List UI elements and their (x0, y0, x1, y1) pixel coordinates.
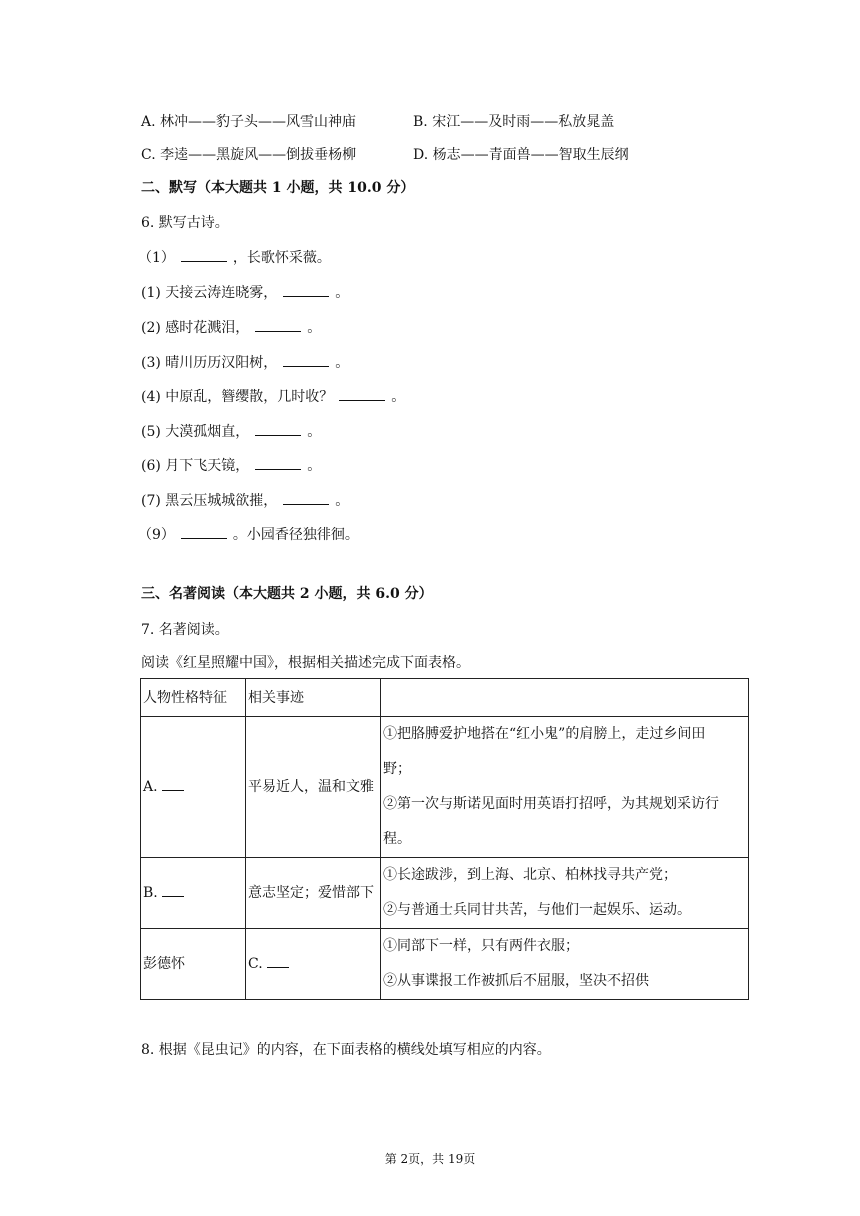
poem-line: (5) 大漠孤烟直， 。 (141, 421, 321, 442)
table-header-row (141, 679, 749, 717)
answer-blank[interactable] (162, 778, 184, 791)
poem-line: （9） 。小园香径独徘徊。 (138, 524, 359, 545)
table-cell: C. (246, 929, 381, 1000)
question-8: 8. 根据《昆虫记》的内容，在下面表格的横线处填写相应的内容。 (141, 1042, 551, 1058)
answer-blank[interactable] (283, 490, 329, 505)
option-d: D. 杨志——青面兽——智取生辰纲 (413, 147, 629, 163)
table-cell: B. (141, 858, 246, 929)
table-cell: ①同部下一样，只有两件衣服； ②从事谍报工作被抓后不屈服，坚决不招供 (381, 929, 749, 1000)
poem-line: (1) 天接云涛连晓雾， 。 (141, 282, 349, 303)
question-6: 6. 默写古诗。 (141, 215, 229, 231)
poem-line: (2) 感时花溅泪， 。 (141, 317, 321, 338)
poem-line: （1） ，长歌怀采薇。 (138, 247, 331, 268)
question-7: 7. 名著阅读。 (141, 622, 229, 638)
table-cell: 意志坚定；爱惜部下 (246, 858, 381, 929)
answer-blank[interactable] (267, 955, 289, 968)
table-intro: 阅读《红星照耀中国》，根据相关描述完成下面表格。 (141, 655, 470, 671)
poem-line: (6) 月下飞天镜， 。 (141, 455, 321, 476)
section-heading-3: 三、名著阅读（本大题共 2 小题，共 6.0 分） (141, 586, 433, 602)
answer-blank[interactable] (162, 884, 184, 897)
answer-blank[interactable] (283, 352, 329, 367)
table-header (381, 679, 749, 717)
option-c: C. 李逵——黑旋风——倒拔垂杨柳 (141, 147, 357, 163)
table-header: 相关事迹 (246, 679, 381, 717)
table-cell: 彭德怀 (141, 929, 246, 1000)
answer-blank[interactable] (255, 421, 301, 436)
table-row (141, 717, 749, 858)
answer-blank[interactable] (181, 247, 227, 262)
option-b: B. 宋江——及时雨——私放晁盖 (413, 114, 615, 130)
page-footer: 第 2页，共 19页 (384, 1152, 476, 1166)
poem-line: (3) 晴川历历汉阳树， 。 (141, 352, 349, 373)
answer-blank[interactable] (255, 317, 301, 332)
answer-blank[interactable] (255, 455, 301, 470)
poem-line: (7) 黑云压城城欲摧， 。 (141, 490, 349, 511)
table-header: 人物性格特征 (141, 679, 246, 717)
option-a: A. 林冲——豹子头——风雪山神庙 (141, 114, 357, 130)
table-row (141, 929, 749, 1000)
poem-line: (4) 中原乱，簪缨散，几时收？ 。 (141, 386, 405, 407)
answer-blank[interactable] (283, 282, 329, 297)
table-row (141, 858, 749, 929)
table-cell: A. (141, 717, 246, 858)
section-heading-2: 二、默写（本大题共 1 小题，共 10.0 分） (141, 180, 415, 196)
table-cell: ①长途跋涉，到上海、北京、柏林找寻共产党； ②与普通士兵同甘共苦，与他们一起娱乐、运动。 (381, 858, 749, 929)
answer-blank[interactable] (339, 386, 385, 401)
table-cell: ①把胳膊爱护地搭在“红小鬼”的肩膀上，走过乡间田 野； ②第一次与斯诺见面时用英语打招呼，为其规划采访行 程。 (381, 717, 749, 858)
character-table (140, 678, 749, 1000)
table-cell: 平易近人，温和文雅 (246, 717, 381, 858)
answer-blank[interactable] (181, 524, 227, 539)
